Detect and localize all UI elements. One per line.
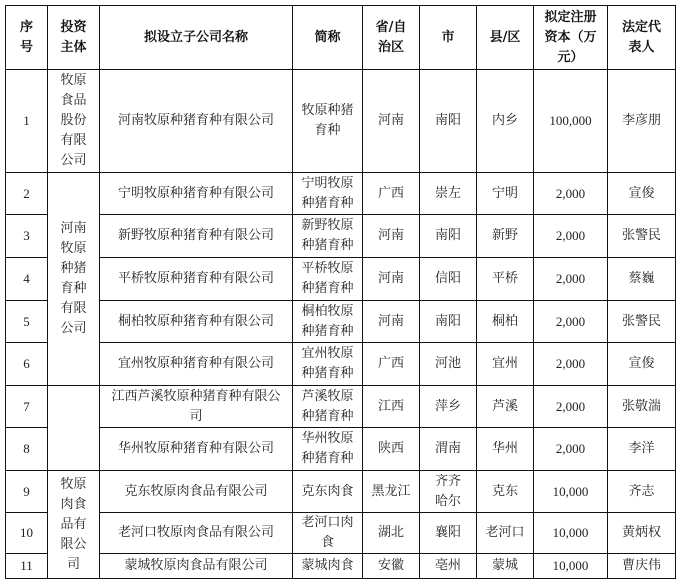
cell-province: 陕西 xyxy=(363,428,420,471)
cell-seq: 5 xyxy=(6,301,48,343)
cell-legal-rep: 张警民 xyxy=(608,301,676,343)
cell-province: 广西 xyxy=(363,343,420,386)
cell-legal-rep: 张敬湍 xyxy=(608,386,676,428)
table-row xyxy=(6,471,676,513)
cell-company-name: 蒙城牧原肉食品有限公司 xyxy=(100,554,293,579)
cell-legal-rep: 李彦朋 xyxy=(608,70,676,173)
header-row xyxy=(6,6,676,70)
cell-province: 河南 xyxy=(363,258,420,301)
cell-seq: 4 xyxy=(6,258,48,301)
cell-company-name: 平桥牧原种猪育种有限公司 xyxy=(100,258,293,301)
cell-county: 芦溪 xyxy=(477,386,534,428)
cell-capital: 2,000 xyxy=(534,386,608,428)
cell-abbr: 克东肉食 xyxy=(293,471,363,513)
header-capital: 拟定注册资本（万元） xyxy=(534,6,608,70)
header-city: 市 xyxy=(420,6,477,70)
cell-county: 克东 xyxy=(477,471,534,513)
table-row xyxy=(6,428,676,471)
cell-abbr: 平桥牧原种猪育种 xyxy=(293,258,363,301)
table-row xyxy=(6,386,676,428)
cell-seq: 9 xyxy=(6,471,48,513)
cell-legal-rep: 蔡巍 xyxy=(608,258,676,301)
cell-legal-rep: 曹庆伟 xyxy=(608,554,676,579)
table-row xyxy=(6,70,676,173)
cell-abbr: 蒙城肉食 xyxy=(293,554,363,579)
cell-county: 老河口 xyxy=(477,513,534,554)
cell-county: 蒙城 xyxy=(477,554,534,579)
cell-investor xyxy=(48,386,100,471)
cell-province: 广西 xyxy=(363,173,420,215)
cell-county: 宜州 xyxy=(477,343,534,386)
cell-city: 南阳 xyxy=(420,301,477,343)
cell-company-name: 克东牧原肉食品有限公司 xyxy=(100,471,293,513)
cell-capital: 2,000 xyxy=(534,428,608,471)
cell-city: 信阳 xyxy=(420,258,477,301)
cell-city: 崇左 xyxy=(420,173,477,215)
cell-abbr: 宁明牧原种猪育种 xyxy=(293,173,363,215)
cell-abbr: 新野牧原种猪育种 xyxy=(293,215,363,258)
header-province: 省/自治区 xyxy=(363,6,420,70)
cell-legal-rep: 黄炳权 xyxy=(608,513,676,554)
cell-investor: 河南牧原种猪育种有限公司 xyxy=(48,173,100,386)
cell-seq: 6 xyxy=(6,343,48,386)
cell-capital: 2,000 xyxy=(534,301,608,343)
cell-abbr: 宜州牧原种猪育种 xyxy=(293,343,363,386)
cell-seq: 8 xyxy=(6,428,48,471)
cell-city: 河池 xyxy=(420,343,477,386)
cell-legal-rep: 李洋 xyxy=(608,428,676,471)
cell-company-name: 宁明牧原种猪育种有限公司 xyxy=(100,173,293,215)
cell-abbr: 华州牧原种猪育种 xyxy=(293,428,363,471)
cell-province: 河南 xyxy=(363,301,420,343)
cell-seq: 3 xyxy=(6,215,48,258)
cell-province: 河南 xyxy=(363,215,420,258)
cell-seq: 10 xyxy=(6,513,48,554)
cell-seq: 7 xyxy=(6,386,48,428)
table-row xyxy=(6,513,676,554)
cell-capital: 2,000 xyxy=(534,343,608,386)
header-abbr: 简称 xyxy=(293,6,363,70)
cell-abbr: 桐柏牧原种猪育种 xyxy=(293,301,363,343)
cell-legal-rep: 张警民 xyxy=(608,215,676,258)
header-investor: 投资主体 xyxy=(48,6,100,70)
table-row xyxy=(6,554,676,579)
cell-city: 南阳 xyxy=(420,215,477,258)
header-county: 县/区 xyxy=(477,6,534,70)
cell-company-name: 河南牧原种猪育种有限公司 xyxy=(100,70,293,173)
subsidiary-table xyxy=(5,5,676,579)
cell-province: 黑龙江 xyxy=(363,471,420,513)
cell-company-name: 新野牧原种猪育种有限公司 xyxy=(100,215,293,258)
cell-county: 华州 xyxy=(477,428,534,471)
cell-company-name: 老河口牧原肉食品有限公司 xyxy=(100,513,293,554)
cell-city: 襄阳 xyxy=(420,513,477,554)
cell-county: 新野 xyxy=(477,215,534,258)
header-seq: 序号 xyxy=(6,6,48,70)
cell-county: 平桥 xyxy=(477,258,534,301)
cell-investor: 牧原食品股份有限公司 xyxy=(48,70,100,173)
cell-abbr: 牧原种猪育种 xyxy=(293,70,363,173)
cell-province: 安徽 xyxy=(363,554,420,579)
cell-county: 桐柏 xyxy=(477,301,534,343)
cell-province: 江西 xyxy=(363,386,420,428)
cell-seq: 2 xyxy=(6,173,48,215)
table-row xyxy=(6,301,676,343)
cell-investor: 牧原肉食品有限公司 xyxy=(48,471,100,579)
cell-county: 内乡 xyxy=(477,70,534,173)
cell-legal-rep: 宣俊 xyxy=(608,173,676,215)
table-row xyxy=(6,173,676,215)
cell-legal-rep: 齐志 xyxy=(608,471,676,513)
cell-city: 亳州 xyxy=(420,554,477,579)
cell-capital: 2,000 xyxy=(534,215,608,258)
cell-company-name: 桐柏牧原种猪育种有限公司 xyxy=(100,301,293,343)
header-legal-rep: 法定代表人 xyxy=(608,6,676,70)
cell-abbr: 芦溪牧原种猪育种 xyxy=(293,386,363,428)
cell-seq: 11 xyxy=(6,554,48,579)
table-row xyxy=(6,258,676,301)
cell-city: 齐齐哈尔 xyxy=(420,471,477,513)
header-company-name: 拟设立子公司名称 xyxy=(100,6,293,70)
cell-city: 渭南 xyxy=(420,428,477,471)
cell-city: 萍乡 xyxy=(420,386,477,428)
cell-capital: 10,000 xyxy=(534,554,608,579)
cell-city: 南阳 xyxy=(420,70,477,173)
table-row xyxy=(6,343,676,386)
cell-legal-rep: 宣俊 xyxy=(608,343,676,386)
cell-capital: 2,000 xyxy=(534,258,608,301)
cell-province: 湖北 xyxy=(363,513,420,554)
cell-company-name: 华州牧原种猪育种有限公司 xyxy=(100,428,293,471)
cell-province: 河南 xyxy=(363,70,420,173)
cell-county: 宁明 xyxy=(477,173,534,215)
cell-company-name: 江西芦溪牧原种猪育种有限公司 xyxy=(100,386,293,428)
cell-capital: 10,000 xyxy=(534,471,608,513)
cell-company-name: 宜州牧原种猪育种有限公司 xyxy=(100,343,293,386)
cell-capital: 100,000 xyxy=(534,70,608,173)
cell-abbr: 老河口肉食 xyxy=(293,513,363,554)
cell-seq: 1 xyxy=(6,70,48,173)
cell-capital: 2,000 xyxy=(534,173,608,215)
table-row xyxy=(6,215,676,258)
cell-capital: 10,000 xyxy=(534,513,608,554)
